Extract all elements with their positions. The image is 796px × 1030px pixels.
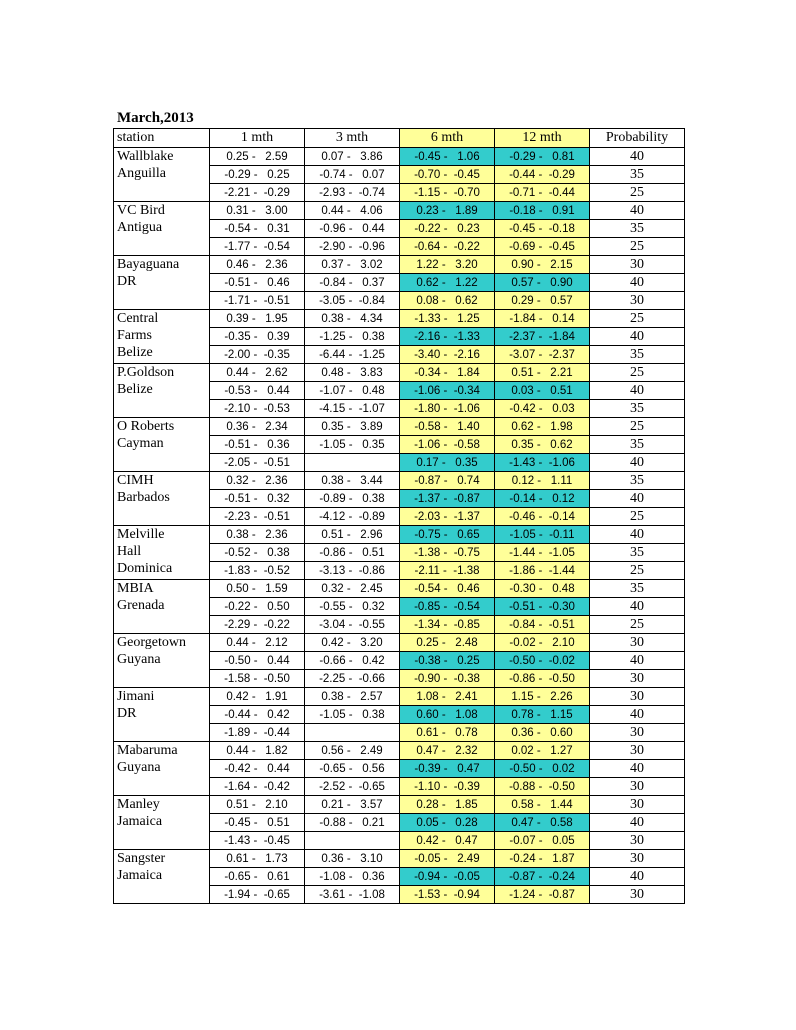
value-12mth: -0.87 - -0.24 bbox=[495, 868, 590, 886]
value-6mth: -1.53 - -0.94 bbox=[400, 886, 495, 904]
station-name-line: Sangster bbox=[117, 851, 166, 866]
value-1mth: 0.39 - 1.95 bbox=[210, 310, 305, 328]
value-6mth: 1.22 - 3.20 bbox=[400, 256, 495, 274]
value-6mth: 0.17 - 0.35 bbox=[400, 454, 495, 472]
table-row bbox=[114, 742, 685, 760]
value-12mth: -0.45 - -0.18 bbox=[495, 220, 590, 238]
station-name bbox=[114, 256, 210, 310]
table-row bbox=[114, 148, 685, 166]
value-3mth bbox=[305, 724, 400, 742]
value-1mth: -1.94 - -0.65 bbox=[210, 886, 305, 904]
probability-value: 35 bbox=[590, 400, 685, 418]
station-name-line: Jamaica bbox=[117, 814, 163, 829]
value-12mth: 0.47 - 0.58 bbox=[495, 814, 590, 832]
value-1mth: 0.44 - 2.62 bbox=[210, 364, 305, 382]
station-name bbox=[114, 148, 210, 202]
probability-value: 40 bbox=[590, 148, 685, 166]
probability-value: 30 bbox=[590, 850, 685, 868]
table-row bbox=[114, 418, 685, 436]
station-name-line: Belize bbox=[117, 345, 153, 360]
station-name-line: Anguilla bbox=[117, 166, 166, 181]
value-3mth: 0.44 - 4.06 bbox=[305, 202, 400, 220]
station-name-line: Guyana bbox=[117, 760, 161, 775]
value-3mth: -0.84 - 0.37 bbox=[305, 274, 400, 292]
probability-value: 35 bbox=[590, 580, 685, 598]
probability-value: 35 bbox=[590, 166, 685, 184]
value-12mth: 0.90 - 2.15 bbox=[495, 256, 590, 274]
value-3mth bbox=[305, 832, 400, 850]
probability-value: 30 bbox=[590, 832, 685, 850]
value-1mth: 0.46 - 2.36 bbox=[210, 256, 305, 274]
probability-value: 30 bbox=[590, 670, 685, 688]
probability-value: 30 bbox=[590, 724, 685, 742]
value-1mth: 0.44 - 2.12 bbox=[210, 634, 305, 652]
value-6mth: -1.38 - -0.75 bbox=[400, 544, 495, 562]
value-12mth: -0.18 - 0.91 bbox=[495, 202, 590, 220]
value-6mth: -1.80 - -1.06 bbox=[400, 400, 495, 418]
value-3mth: -1.08 - 0.36 bbox=[305, 868, 400, 886]
value-3mth: -2.25 - -0.66 bbox=[305, 670, 400, 688]
probability-value: 25 bbox=[590, 616, 685, 634]
value-1mth: 0.32 - 2.36 bbox=[210, 472, 305, 490]
station-name-line: DR bbox=[117, 706, 137, 721]
value-1mth: -1.89 - -0.44 bbox=[210, 724, 305, 742]
value-3mth: -0.86 - 0.51 bbox=[305, 544, 400, 562]
value-12mth: -1.43 - -1.06 bbox=[495, 454, 590, 472]
value-12mth: -0.42 - 0.03 bbox=[495, 400, 590, 418]
value-6mth: -2.16 - -1.33 bbox=[400, 328, 495, 346]
value-6mth: -2.11 - -1.38 bbox=[400, 562, 495, 580]
header-6mth: 6 mth bbox=[400, 129, 495, 148]
probability-value: 30 bbox=[590, 688, 685, 706]
value-1mth: -0.35 - 0.39 bbox=[210, 328, 305, 346]
station-name bbox=[114, 418, 210, 472]
value-6mth: -0.90 - -0.38 bbox=[400, 670, 495, 688]
station-name-line: Grenada bbox=[117, 598, 165, 613]
value-1mth: 0.51 - 2.10 bbox=[210, 796, 305, 814]
station-name-line: Wallblake bbox=[117, 149, 174, 164]
value-3mth: 0.56 - 2.49 bbox=[305, 742, 400, 760]
value-6mth: -0.45 - 1.06 bbox=[400, 148, 495, 166]
probability-value: 25 bbox=[590, 562, 685, 580]
value-1mth: -0.51 - 0.36 bbox=[210, 436, 305, 454]
value-6mth: 0.47 - 2.32 bbox=[400, 742, 495, 760]
value-1mth: 0.25 - 2.59 bbox=[210, 148, 305, 166]
value-12mth: -0.29 - 0.81 bbox=[495, 148, 590, 166]
value-12mth: 0.29 - 0.57 bbox=[495, 292, 590, 310]
station-name-line: Barbados bbox=[117, 490, 170, 505]
value-3mth: 0.51 - 2.96 bbox=[305, 526, 400, 544]
value-1mth: -2.00 - -0.35 bbox=[210, 346, 305, 364]
value-6mth: -1.34 - -0.85 bbox=[400, 616, 495, 634]
value-12mth: -0.07 - 0.05 bbox=[495, 832, 590, 850]
station-name-line: DR bbox=[117, 274, 137, 289]
header-12mth: 12 mth bbox=[495, 129, 590, 148]
value-1mth: -1.83 - -0.52 bbox=[210, 562, 305, 580]
value-6mth: -0.05 - 2.49 bbox=[400, 850, 495, 868]
probability-value: 25 bbox=[590, 310, 685, 328]
value-12mth: -1.86 - -1.44 bbox=[495, 562, 590, 580]
value-12mth: 0.51 - 2.21 bbox=[495, 364, 590, 382]
value-12mth: -0.51 - -0.30 bbox=[495, 598, 590, 616]
value-12mth: -0.88 - -0.50 bbox=[495, 778, 590, 796]
value-6mth: -0.54 - 0.46 bbox=[400, 580, 495, 598]
probability-value: 30 bbox=[590, 742, 685, 760]
value-3mth: 0.07 - 3.86 bbox=[305, 148, 400, 166]
station-name bbox=[114, 850, 210, 904]
station-name-line: P.Goldson bbox=[117, 365, 175, 380]
value-3mth: -0.65 - 0.56 bbox=[305, 760, 400, 778]
value-6mth: -0.87 - 0.74 bbox=[400, 472, 495, 490]
probability-value: 35 bbox=[590, 472, 685, 490]
value-3mth: -0.88 - 0.21 bbox=[305, 814, 400, 832]
header-station: station bbox=[114, 129, 210, 148]
value-1mth: -0.65 - 0.61 bbox=[210, 868, 305, 886]
station-name-line: Hall bbox=[117, 544, 142, 559]
probability-value: 25 bbox=[590, 418, 685, 436]
page-title: March,2013 bbox=[117, 110, 194, 126]
value-1mth: -2.29 - -0.22 bbox=[210, 616, 305, 634]
table-row bbox=[114, 634, 685, 652]
station-name-line: O Roberts bbox=[117, 419, 175, 434]
probability-value: 40 bbox=[590, 490, 685, 508]
value-12mth: 1.15 - 2.26 bbox=[495, 688, 590, 706]
value-6mth: -1.06 - -0.34 bbox=[400, 382, 495, 400]
value-12mth: -0.46 - -0.14 bbox=[495, 508, 590, 526]
station-name-line: MBIA bbox=[117, 581, 154, 596]
value-3mth: -3.05 - -0.84 bbox=[305, 292, 400, 310]
station-name-line: Belize bbox=[117, 382, 153, 397]
value-6mth: -0.85 - -0.54 bbox=[400, 598, 495, 616]
station-name bbox=[114, 202, 210, 256]
station-name-line: Mabaruma bbox=[117, 743, 178, 758]
probability-value: 30 bbox=[590, 256, 685, 274]
probability-value: 40 bbox=[590, 706, 685, 724]
value-6mth: -1.10 - -0.39 bbox=[400, 778, 495, 796]
station-name-line: Manley bbox=[117, 797, 160, 812]
value-3mth: -0.89 - 0.38 bbox=[305, 490, 400, 508]
station-name bbox=[114, 472, 210, 526]
header-probability: Probability bbox=[590, 129, 685, 148]
value-12mth: -0.50 - 0.02 bbox=[495, 760, 590, 778]
value-1mth: -1.43 - -0.45 bbox=[210, 832, 305, 850]
value-3mth: -1.07 - 0.48 bbox=[305, 382, 400, 400]
value-1mth: -1.64 - -0.42 bbox=[210, 778, 305, 796]
probability-value: 25 bbox=[590, 364, 685, 382]
station-name-line: Jamaica bbox=[117, 868, 163, 883]
value-12mth: 0.03 - 0.51 bbox=[495, 382, 590, 400]
value-6mth: -2.03 - -1.37 bbox=[400, 508, 495, 526]
value-1mth: -0.42 - 0.44 bbox=[210, 760, 305, 778]
value-1mth: -2.23 - -0.51 bbox=[210, 508, 305, 526]
probability-value: 35 bbox=[590, 220, 685, 238]
table-row bbox=[114, 364, 685, 382]
value-6mth: 0.62 - 1.22 bbox=[400, 274, 495, 292]
station-name bbox=[114, 688, 210, 742]
station-name-line: Antigua bbox=[117, 220, 163, 235]
probability-value: 30 bbox=[590, 886, 685, 904]
value-12mth: -1.44 - -1.05 bbox=[495, 544, 590, 562]
value-1mth: 0.36 - 2.34 bbox=[210, 418, 305, 436]
station-name-line: CIMH bbox=[117, 473, 154, 488]
value-6mth: -1.37 - -0.87 bbox=[400, 490, 495, 508]
value-3mth: 0.48 - 3.83 bbox=[305, 364, 400, 382]
value-6mth: -0.58 - 1.40 bbox=[400, 418, 495, 436]
value-12mth: -0.71 - -0.44 bbox=[495, 184, 590, 202]
value-3mth: -2.52 - -0.65 bbox=[305, 778, 400, 796]
station-name bbox=[114, 364, 210, 418]
station-name bbox=[114, 796, 210, 850]
station-name bbox=[114, 742, 210, 796]
station-name bbox=[114, 634, 210, 688]
probability-value: 25 bbox=[590, 508, 685, 526]
probability-value: 40 bbox=[590, 202, 685, 220]
value-1mth: 0.38 - 2.36 bbox=[210, 526, 305, 544]
value-12mth: -0.02 - 2.10 bbox=[495, 634, 590, 652]
value-6mth: -0.70 - -0.45 bbox=[400, 166, 495, 184]
value-1mth: -2.10 - -0.53 bbox=[210, 400, 305, 418]
value-1mth: -0.52 - 0.38 bbox=[210, 544, 305, 562]
probability-value: 40 bbox=[590, 382, 685, 400]
header-row bbox=[114, 129, 685, 148]
value-12mth: 0.78 - 1.15 bbox=[495, 706, 590, 724]
value-12mth: -0.50 - -0.02 bbox=[495, 652, 590, 670]
value-6mth: 0.05 - 0.28 bbox=[400, 814, 495, 832]
value-3mth: -1.05 - 0.38 bbox=[305, 706, 400, 724]
table-row bbox=[114, 688, 685, 706]
value-1mth: 0.50 - 1.59 bbox=[210, 580, 305, 598]
value-12mth: 0.12 - 1.11 bbox=[495, 472, 590, 490]
probability-value: 40 bbox=[590, 274, 685, 292]
value-3mth: 0.36 - 3.10 bbox=[305, 850, 400, 868]
table-row bbox=[114, 796, 685, 814]
value-6mth: 0.08 - 0.62 bbox=[400, 292, 495, 310]
probability-value: 35 bbox=[590, 544, 685, 562]
value-1mth: 0.42 - 1.91 bbox=[210, 688, 305, 706]
table-row bbox=[114, 850, 685, 868]
station-name bbox=[114, 580, 210, 634]
forecast-table bbox=[113, 128, 685, 904]
value-3mth: -3.04 - -0.55 bbox=[305, 616, 400, 634]
station-name-line: Cayman bbox=[117, 436, 164, 451]
value-12mth: -0.14 - 0.12 bbox=[495, 490, 590, 508]
value-3mth: 0.42 - 3.20 bbox=[305, 634, 400, 652]
value-1mth: 0.44 - 1.82 bbox=[210, 742, 305, 760]
probability-value: 40 bbox=[590, 868, 685, 886]
table-row bbox=[114, 526, 685, 544]
value-3mth: -2.93 - -0.74 bbox=[305, 184, 400, 202]
station-name-line: Georgetown bbox=[117, 635, 186, 650]
value-1mth: -0.53 - 0.44 bbox=[210, 382, 305, 400]
probability-value: 30 bbox=[590, 778, 685, 796]
value-6mth: -0.75 - 0.65 bbox=[400, 526, 495, 544]
value-3mth: -4.12 - -0.89 bbox=[305, 508, 400, 526]
value-6mth: 0.61 - 0.78 bbox=[400, 724, 495, 742]
station-name-line: Jimani bbox=[117, 689, 155, 704]
value-3mth: -0.96 - 0.44 bbox=[305, 220, 400, 238]
value-12mth: 0.35 - 0.62 bbox=[495, 436, 590, 454]
value-1mth: -2.21 - -0.29 bbox=[210, 184, 305, 202]
value-6mth: -1.06 - -0.58 bbox=[400, 436, 495, 454]
value-6mth: 0.25 - 2.48 bbox=[400, 634, 495, 652]
probability-value: 40 bbox=[590, 652, 685, 670]
table-row bbox=[114, 202, 685, 220]
probability-value: 40 bbox=[590, 814, 685, 832]
table-row bbox=[114, 580, 685, 598]
value-1mth: -2.05 - -0.51 bbox=[210, 454, 305, 472]
table-body bbox=[114, 148, 685, 904]
value-1mth: -1.71 - -0.51 bbox=[210, 292, 305, 310]
probability-value: 35 bbox=[590, 346, 685, 364]
value-12mth: 0.62 - 1.98 bbox=[495, 418, 590, 436]
probability-value: 40 bbox=[590, 526, 685, 544]
value-12mth: -0.84 - -0.51 bbox=[495, 616, 590, 634]
probability-value: 25 bbox=[590, 238, 685, 256]
value-1mth: 0.61 - 1.73 bbox=[210, 850, 305, 868]
value-6mth: -0.34 - 1.84 bbox=[400, 364, 495, 382]
value-3mth: -3.13 - -0.86 bbox=[305, 562, 400, 580]
value-12mth: -0.44 - -0.29 bbox=[495, 166, 590, 184]
value-6mth: -0.64 - -0.22 bbox=[400, 238, 495, 256]
probability-value: 30 bbox=[590, 634, 685, 652]
value-6mth: 0.23 - 1.89 bbox=[400, 202, 495, 220]
value-6mth: -3.40 - -2.16 bbox=[400, 346, 495, 364]
value-6mth: -1.15 - -0.70 bbox=[400, 184, 495, 202]
station-name-line: Central bbox=[117, 311, 159, 326]
value-6mth: 0.42 - 0.47 bbox=[400, 832, 495, 850]
value-12mth: -1.84 - 0.14 bbox=[495, 310, 590, 328]
station-name bbox=[114, 526, 210, 580]
value-6mth: -1.33 - 1.25 bbox=[400, 310, 495, 328]
probability-value: 35 bbox=[590, 436, 685, 454]
value-6mth: -0.39 - 0.47 bbox=[400, 760, 495, 778]
value-3mth: -4.15 - -1.07 bbox=[305, 400, 400, 418]
value-3mth: -2.90 - -0.96 bbox=[305, 238, 400, 256]
value-3mth: 0.35 - 3.89 bbox=[305, 418, 400, 436]
station-name bbox=[114, 310, 210, 364]
probability-value: 25 bbox=[590, 184, 685, 202]
value-1mth: -0.44 - 0.42 bbox=[210, 706, 305, 724]
value-1mth: -0.50 - 0.44 bbox=[210, 652, 305, 670]
value-12mth: -0.86 - -0.50 bbox=[495, 670, 590, 688]
value-3mth: 0.37 - 3.02 bbox=[305, 256, 400, 274]
value-1mth: -0.51 - 0.32 bbox=[210, 490, 305, 508]
table-row bbox=[114, 472, 685, 490]
value-3mth: 0.38 - 2.57 bbox=[305, 688, 400, 706]
table-row bbox=[114, 310, 685, 328]
value-6mth: 1.08 - 2.41 bbox=[400, 688, 495, 706]
value-3mth: -0.66 - 0.42 bbox=[305, 652, 400, 670]
value-3mth: -6.44 - -1.25 bbox=[305, 346, 400, 364]
value-12mth: 0.36 - 0.60 bbox=[495, 724, 590, 742]
value-1mth: -0.29 - 0.25 bbox=[210, 166, 305, 184]
value-3mth bbox=[305, 454, 400, 472]
header-3mth: 3 mth bbox=[305, 129, 400, 148]
value-3mth: -0.74 - 0.07 bbox=[305, 166, 400, 184]
value-12mth: -0.30 - 0.48 bbox=[495, 580, 590, 598]
probability-value: 40 bbox=[590, 760, 685, 778]
value-12mth: -0.24 - 1.87 bbox=[495, 850, 590, 868]
value-6mth: 0.28 - 1.85 bbox=[400, 796, 495, 814]
value-12mth: -2.37 - -1.84 bbox=[495, 328, 590, 346]
value-1mth: -0.54 - 0.31 bbox=[210, 220, 305, 238]
value-3mth: 0.38 - 4.34 bbox=[305, 310, 400, 328]
table-row bbox=[114, 256, 685, 274]
header-1mth: 1 mth bbox=[210, 129, 305, 148]
value-12mth: -0.69 - -0.45 bbox=[495, 238, 590, 256]
value-6mth: -0.94 - -0.05 bbox=[400, 868, 495, 886]
value-6mth: -0.38 - 0.25 bbox=[400, 652, 495, 670]
value-3mth: -0.55 - 0.32 bbox=[305, 598, 400, 616]
station-name-line: VC Bird bbox=[117, 203, 165, 218]
value-12mth: -3.07 - -2.37 bbox=[495, 346, 590, 364]
station-name-line: Dominica bbox=[117, 561, 173, 576]
value-3mth: 0.38 - 3.44 bbox=[305, 472, 400, 490]
value-12mth: -1.24 - -0.87 bbox=[495, 886, 590, 904]
station-name-line: Guyana bbox=[117, 652, 161, 667]
probability-value: 40 bbox=[590, 328, 685, 346]
value-6mth: -0.22 - 0.23 bbox=[400, 220, 495, 238]
probability-value: 30 bbox=[590, 796, 685, 814]
value-1mth: -1.77 - -0.54 bbox=[210, 238, 305, 256]
value-1mth: -0.45 - 0.51 bbox=[210, 814, 305, 832]
station-name-line: Melville bbox=[117, 527, 165, 542]
value-12mth: -1.05 - -0.11 bbox=[495, 526, 590, 544]
value-1mth: -1.58 - -0.50 bbox=[210, 670, 305, 688]
value-12mth: 0.02 - 1.27 bbox=[495, 742, 590, 760]
probability-value: 40 bbox=[590, 454, 685, 472]
value-3mth: -3.61 - -1.08 bbox=[305, 886, 400, 904]
probability-value: 30 bbox=[590, 292, 685, 310]
value-3mth: -1.25 - 0.38 bbox=[305, 328, 400, 346]
probability-value: 40 bbox=[590, 598, 685, 616]
value-3mth: 0.21 - 3.57 bbox=[305, 796, 400, 814]
value-1mth: -0.51 - 0.46 bbox=[210, 274, 305, 292]
station-name-line: Farms bbox=[117, 328, 152, 343]
value-12mth: 0.57 - 0.90 bbox=[495, 274, 590, 292]
station-name-line: Bayaguana bbox=[117, 257, 180, 272]
value-3mth: -1.05 - 0.35 bbox=[305, 436, 400, 454]
value-1mth: 0.31 - 3.00 bbox=[210, 202, 305, 220]
value-1mth: -0.22 - 0.50 bbox=[210, 598, 305, 616]
value-3mth: 0.32 - 2.45 bbox=[305, 580, 400, 598]
value-6mth: 0.60 - 1.08 bbox=[400, 706, 495, 724]
value-12mth: 0.58 - 1.44 bbox=[495, 796, 590, 814]
